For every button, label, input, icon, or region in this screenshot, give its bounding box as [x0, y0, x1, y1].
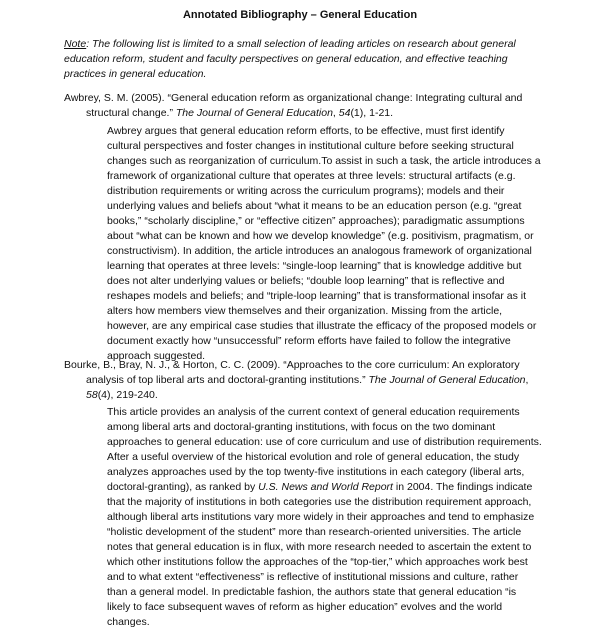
annotation-line: changes. — [107, 616, 150, 628]
annotation-line: notes that general education is in flux, with more research needed to ascertain the extent to — [107, 541, 532, 553]
annotation-line: doctoral-granting), as ranked by U.S. News and World Report in 2004. The findings indicate — [107, 481, 533, 493]
journal-title: The Journal of General Education — [368, 374, 526, 386]
citation-line: analysis of top liberal arts and doctoral-granting institutions.” The Journal of General Education, — [86, 374, 529, 386]
annotation-line: among liberal arts and doctoral-granting institutions, with focus on the two dominant — [107, 421, 496, 433]
note-line-2: education reform, student and faculty perspectives on general education, and effective teaching — [64, 53, 508, 65]
annotation-line: approaches to general education: use of core curriculum and use of distribution requirements. — [107, 436, 542, 448]
annotation-awbrey — [107, 124, 541, 364]
document-title: Annotated Bibliography – General Education — [182, 9, 418, 21]
citation-line: 58(4), 219-240. — [86, 389, 158, 401]
citation-bourke — [64, 358, 534, 403]
citation-awbrey — [64, 91, 534, 121]
annotation-line: document exactly how “unsuccessful” reform efforts have failed to follow the integrative — [107, 335, 511, 347]
citation-line: Awbrey, S. M. (2005). “General education reform as organizational change: Integrating cultural and — [64, 92, 523, 104]
annotation-line: about “what can be known and how we develop knowledge” (e.g. positivism, pragmatism, or — [107, 230, 534, 242]
annotation-line: underlying values and beliefs about “what it means to be an education person (e.g. “great — [107, 200, 522, 212]
annotation-line: distribution requirements or writing across the curriculum programs); models and their — [107, 185, 505, 197]
note-line-1: Note: The following list is limited to a small selection of leading articles on research about general — [64, 38, 516, 50]
annotation-line: framework of organizational culture that operates at three levels: structural artifacts (e.g. — [107, 170, 516, 182]
note-label: Note — [64, 38, 87, 50]
annotation-line: alters how members view themselves and their organization. Missing from the article, — [107, 305, 503, 317]
annotation-line: analyzes approaches used by the top twenty-five institutions in each category (liberal arts, — [107, 466, 525, 478]
annotation-line: Awbrey argues that general education reform efforts, to be effective, must first identify — [107, 125, 505, 137]
annotation-bourke — [107, 405, 542, 630]
annotation-line: approach suggested. — [107, 350, 206, 362]
annotation-line: that the majority of institutions in both categories use the distribution requirement approach, — [107, 496, 532, 508]
citation-line: Bourke, B., Bray, N. J., & Horton, C. C. (2009). “Approaches to the core curriculum: An exploratory — [64, 359, 520, 371]
annotation-line: “holistic development of the student” more than research-oriented universities. The article — [107, 526, 522, 538]
annotation-line: cultural perspectives and foster changes in institutional culture before seeking structural — [107, 140, 514, 152]
annotation-line: although liberal arts institutions vary more widely in their approaches and tend to emphasize — [107, 511, 535, 523]
volume: 58 — [86, 389, 98, 401]
note-line-3: practices in general education. — [64, 68, 207, 80]
annotation-line: does not alter underlying values or beliefs; “double loop learning” that is reflective and — [107, 275, 505, 287]
intro-note — [64, 37, 544, 82]
journal-title: The Journal of General Education — [175, 107, 333, 119]
annotation-line: After a useful overview of the historical evolution and role of general education, the study — [107, 451, 520, 463]
citation-line: structural change.” The Journal of General Education, 54(1), 1-21. — [86, 107, 394, 119]
annotation-line: than a general model. In predictable fashion, the authors state that general education “is — [107, 586, 517, 598]
annotation-line: constructivism). In addition, the article introduces an analogous framework of organizational — [107, 245, 532, 257]
annotation-line: books,” “scholarly discipline,” or “effective citizen” approaches); paradigmatic assumptions — [107, 215, 525, 227]
volume: 54 — [338, 107, 351, 119]
annotation-line: which other institutions follow the approaches of the “top-tier,” which approaches work best — [107, 556, 528, 568]
annotation-line: likely to face subsequent waves of reform as higher education” evolves and the world — [107, 601, 503, 613]
annotation-line: This article provides an analysis of the current context of general education requirements — [107, 406, 520, 418]
annotation-line: changes such as reorganization of curriculum.To assist in such a task, the article introduces a — [107, 155, 541, 167]
publication-title: U.S. News and World Report — [258, 481, 393, 493]
annotation-line: learning that operates at three levels: “single-loop learning” that is knowledge additive but — [107, 260, 522, 272]
annotation-line: reshapes models and beliefs; and “triple-loop learning” that is transformational insofar as it — [107, 290, 527, 302]
annotation-line: and to what extent “effectiveness” is reflective of institutional missions and culture, rather — [107, 571, 519, 583]
annotation-line: however, are any empirical case studies that illustrate the efficacy of the proposed models or — [107, 320, 537, 332]
